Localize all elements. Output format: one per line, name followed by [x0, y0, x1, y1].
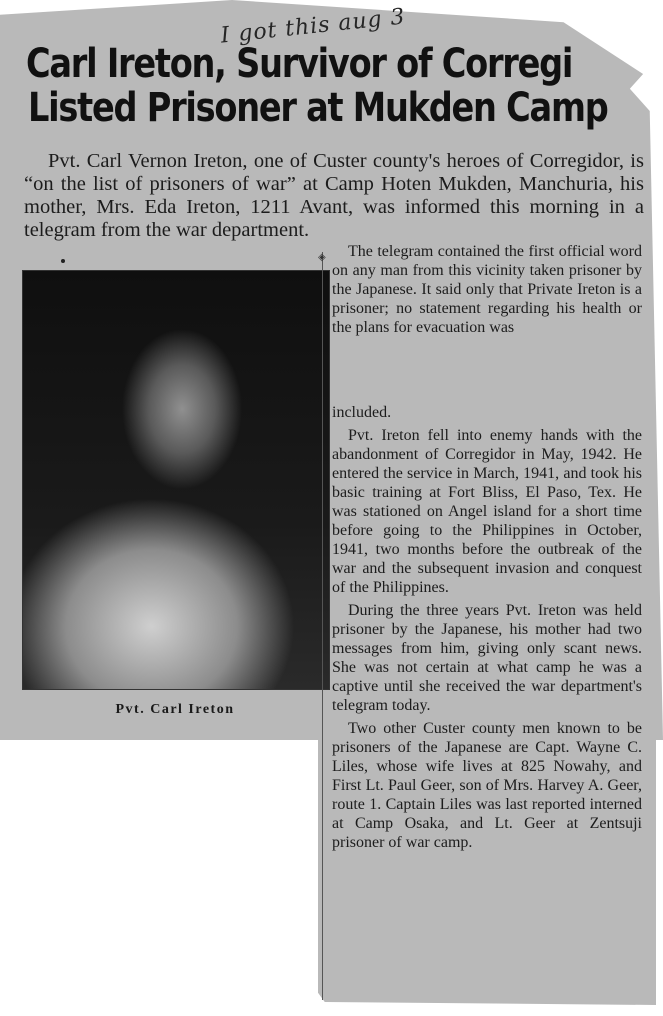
headline-line-1: Carl Ireton, Survivor of Corregi [26, 41, 573, 87]
column-ornament-icon: ◈ [318, 252, 326, 263]
photo-caption: Pvt. Carl Ireton [115, 702, 235, 717]
portrait-photo [22, 270, 330, 690]
article-column-2 [332, 403, 642, 856]
column-rule [322, 252, 323, 1000]
lead-paragraph: Pvt. Carl Vernon Ireton, one of Custer county's heroes of Corregidor, is “on the list of prisoners of war” at Camp Hoten Mukden, Manchuria, his mother, Mrs. Eda Ireton, 1211 Avant, was informed this morning in a telegram from the war department. [24, 150, 644, 241]
article-paragraph: Pvt. Ireton fell into enemy hands with the abandonment of Corregidor in May, 1942. He entered the service in March, 1941, and took his basic training at Fort Bliss, El Paso, Tex. He was stationed on Angel island for a short time before going to the Philippines in October, 1941, two months before the outbreak of the war and the subsequent invasion and conquest of the Philippines. [332, 427, 642, 596]
print-mark [61, 259, 65, 263]
article-paragraph: Two other Custer county men known to be prisoners of the Japanese are Capt. Wayne C. Liles, whose wife lives at 825 Nowahy, and First Lt. Paul Geer, son of Mrs. Harvey A. Geer, route 1. Captain Liles was last reported interned at Camp Osaka, and Lt. Geer at Zentsuji prisoner of war camp. [332, 720, 642, 851]
article-column-1 [332, 242, 642, 341]
article-paragraph: During the three years Pvt. Ireton was held prisoner by the Japanese, his mother had two messages from him, giving only scant news. She was not certain at what camp he was a captive until she received the war department's telegram today. [332, 602, 642, 714]
handwritten-note: I got this aug 3 [219, 4, 407, 49]
article-paragraph: The telegram contained the first official word on any man from this vicinity taken prisoner by the Japanese. It said only that Private Ireton is a prisoner; no statement regarding his health or the plans for evacuation was [332, 243, 642, 336]
headline-line-2: Listed Prisoner at Mukden Camp [28, 85, 608, 131]
article-paragraph: included. [332, 404, 392, 421]
